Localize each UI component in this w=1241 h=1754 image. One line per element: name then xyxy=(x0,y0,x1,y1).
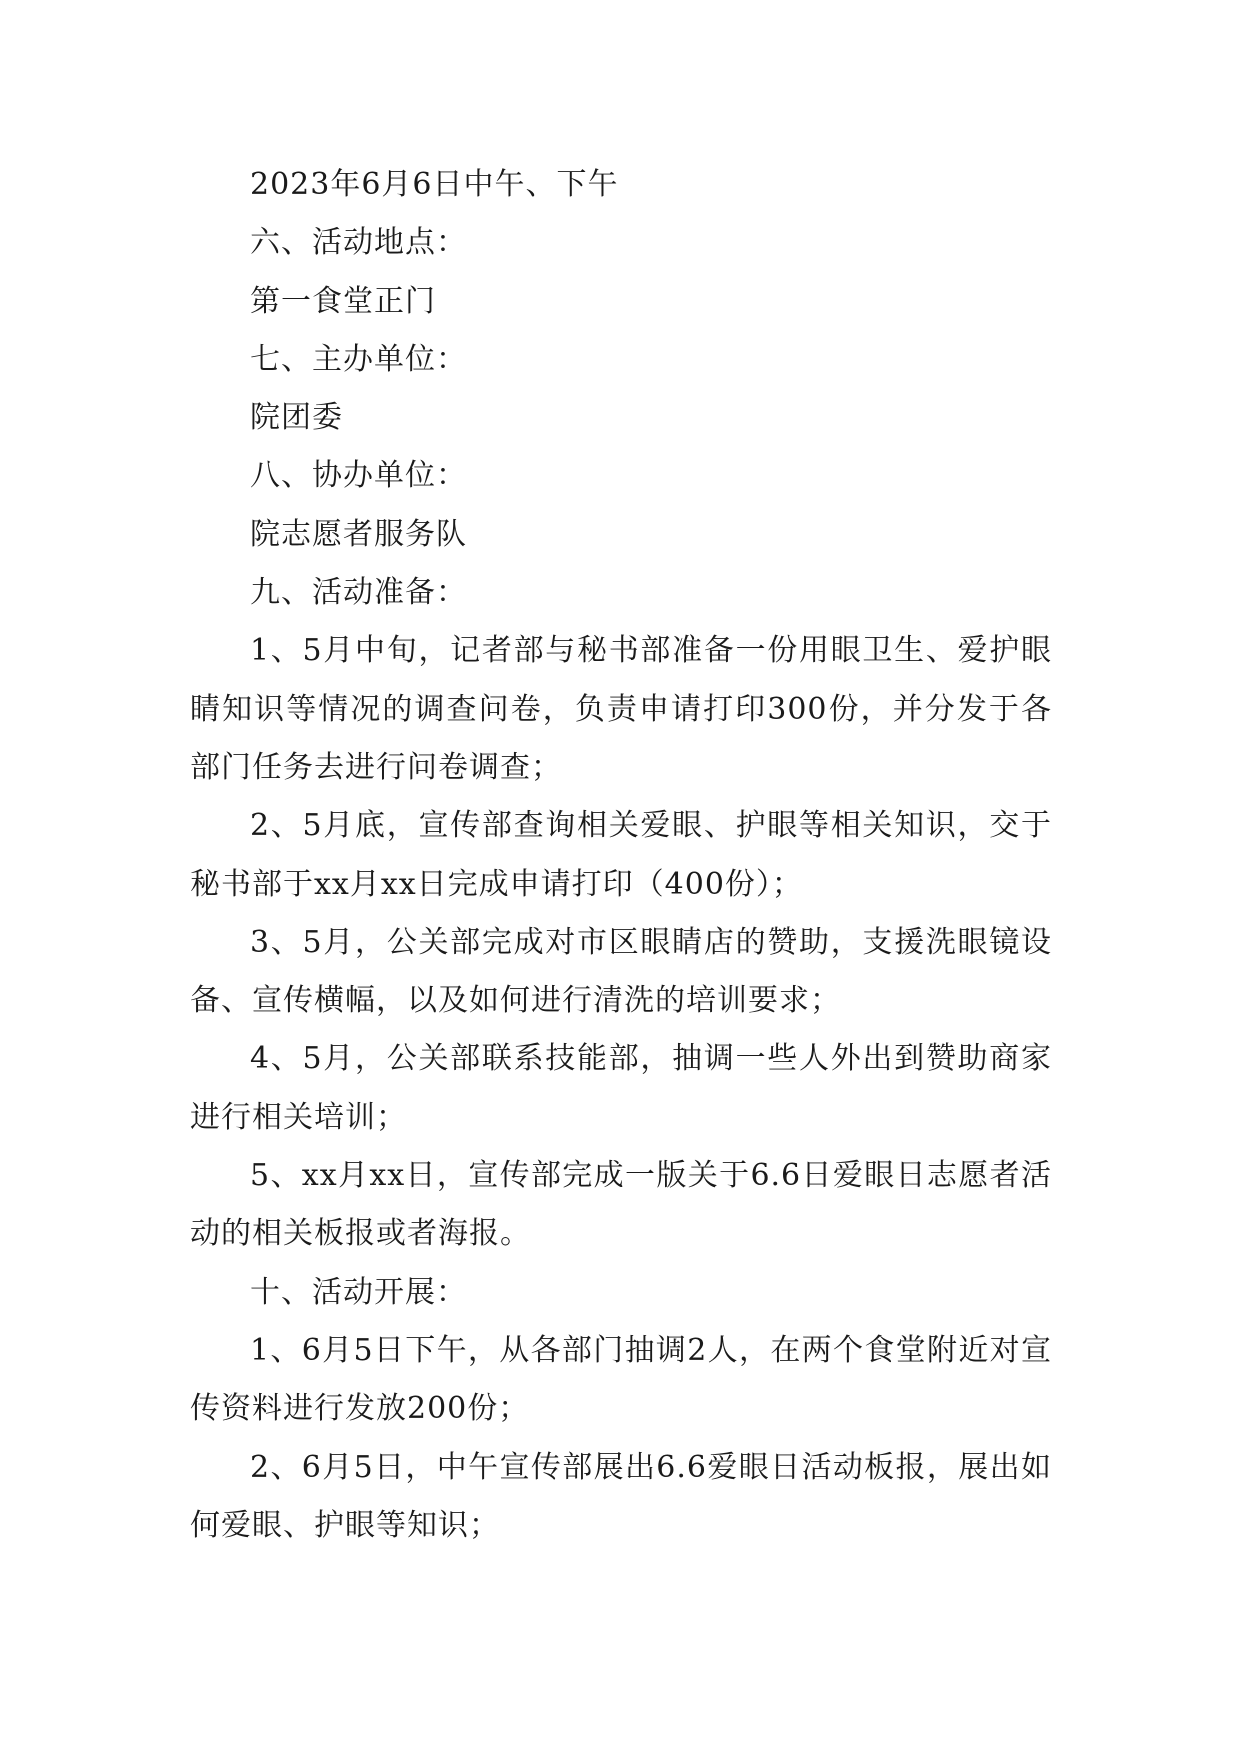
preparation-item-5: 5、xx月xx日，宣传部完成一版关于6.6日爱眼日志愿者活动的相关板报或者海报。 xyxy=(190,1158,1052,1252)
activity-location-text: 第一食堂正门 xyxy=(250,283,436,319)
section-heading-organizer: 七、主办单位： xyxy=(250,341,467,377)
section-heading-co-organizer: 八、协办单位： xyxy=(250,458,467,494)
preparation-item-2: 2、5月底，宣传部查询相关爱眼、护眼等相关知识，交于秘书部于xx月xx日完成申请打印（400份）； xyxy=(190,808,1052,902)
co-organizer-text: 院志愿者服务队 xyxy=(250,516,467,552)
document-body xyxy=(190,156,1052,1555)
preparation-item-3: 3、5月，公关部完成对市区眼睛店的赞助，支援洗眼镜设备、宣传横幅，以及如何进行清洗的培训要求； xyxy=(190,924,1052,1019)
activity-item-2: 2、6月5日，中午宣传部展出6.6爱眼日活动板报，展出如何爱眼、护眼等知识； xyxy=(190,1449,1052,1543)
activity-item-1: 1、6月5日下午，从各部门抽调2人，在两个食堂附近对宣传资料进行发放200份； xyxy=(190,1332,1052,1427)
activity-time-text: 2023年6月6日中午、下午 xyxy=(250,167,619,202)
organizer-text: 院团委 xyxy=(250,400,343,436)
section-heading-location: 六、活动地点： xyxy=(250,225,467,261)
preparation-item-4: 4、5月，公关部联系技能部，抽调一些人外出到赞助商家进行相关培训； xyxy=(190,1041,1052,1135)
section-heading-activity: 十、活动开展： xyxy=(250,1274,467,1310)
section-heading-preparation: 九、活动准备： xyxy=(250,575,467,611)
preparation-item-1: 1、5月中旬，记者部与秘书部准备一份用眼卫生、爱护眼睛知识等情况的调查问卷，负责申请打印300份，并分发于各部门任务去进行问卷调查； xyxy=(190,633,1052,785)
